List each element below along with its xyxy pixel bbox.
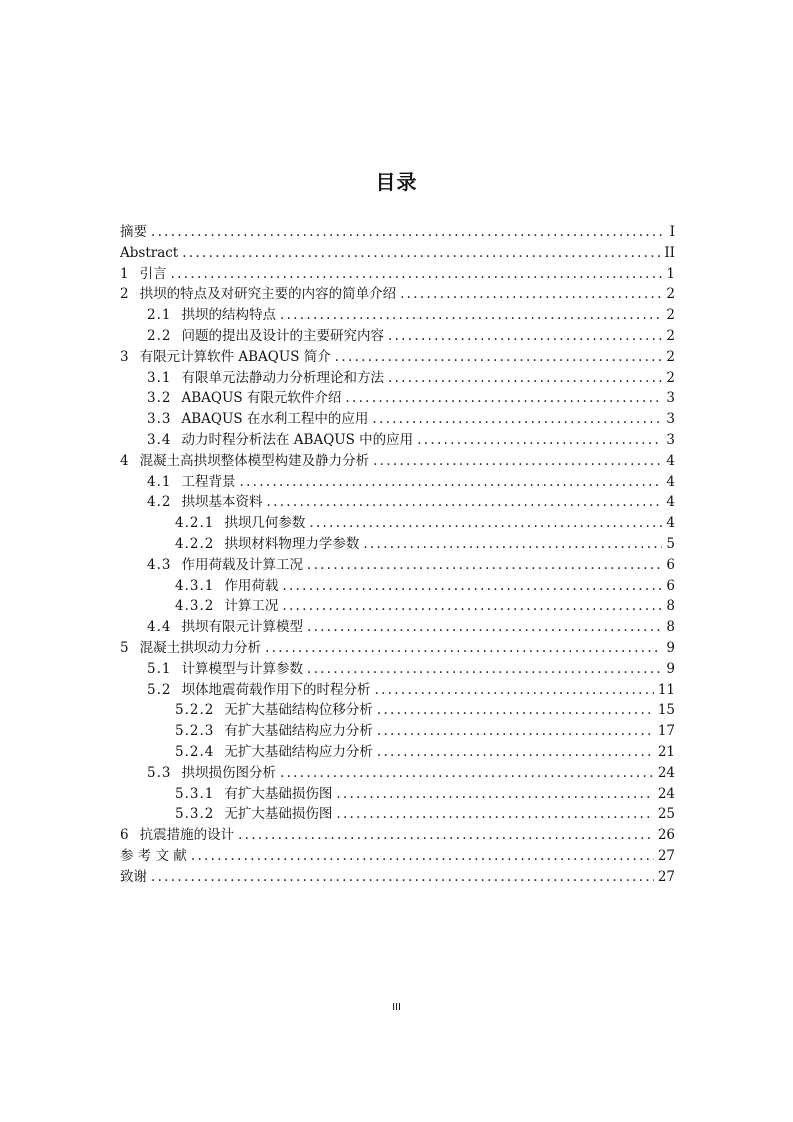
table-of-contents: [120, 222, 675, 888]
toc-entry[interactable]: [120, 222, 675, 243]
toc-entry-number: 4.3: [147, 556, 172, 573]
toc-entry-number: 5.2.3: [175, 723, 215, 740]
toc-entry-page: 24: [657, 764, 675, 781]
toc-entry-label: 拱坝材料物理力学参数: [224, 535, 360, 552]
toc-entry-label: 摘要: [120, 224, 147, 240]
toc-dot-leader: [282, 596, 662, 617]
toc-dot-leader: [280, 305, 662, 326]
toc-entry-label: 拱坝的特点及对研究主要的内容的简单介绍: [139, 286, 397, 303]
toc-entry-page: 24: [657, 785, 675, 802]
toc-dot-leader: [182, 243, 660, 264]
toc-entry-page: 25: [657, 806, 675, 823]
toc-entry-page: 17: [657, 723, 675, 740]
toc-entry[interactable]: [120, 534, 675, 555]
toc-entry-label: 坝体地震荷载作用下的时程分析: [181, 681, 371, 698]
toc-entry-page: 9: [666, 660, 675, 677]
toc-entry-page: II: [664, 244, 675, 261]
toc-dot-leader: [238, 825, 654, 846]
toc-dot-leader: [374, 680, 653, 701]
toc-entry-number: 4.3.2: [175, 598, 215, 615]
toc-entry-label: 拱坝几何参数: [224, 515, 306, 532]
toc-entry-label: 计算模型与计算参数: [181, 660, 303, 677]
toc-dot-leader: [373, 451, 662, 472]
toc-entry[interactable]: [120, 784, 675, 805]
toc-entry-number: 5.1: [147, 660, 172, 677]
toc-entry-label: 问题的提出及设计的主要研究内容: [181, 327, 384, 344]
toc-entry-number: 3.2: [147, 390, 172, 407]
toc-entry-label: 有扩大基础损伤图: [224, 785, 333, 802]
toc-entry-page: 2: [666, 348, 675, 365]
toc-entry-page: 26: [657, 827, 675, 844]
toc-dot-leader: [151, 867, 654, 888]
toc-entry-page: 21: [657, 743, 675, 760]
toc-dot-leader: [282, 576, 662, 597]
toc-dot-leader: [336, 784, 653, 805]
toc-entry-page: 15: [657, 702, 675, 719]
toc-entry[interactable]: [120, 513, 675, 534]
toc-entry-number: 4.1: [147, 473, 172, 490]
toc-entry-number: 6: [120, 827, 130, 844]
toc-entry-number: 3.4: [147, 431, 172, 448]
toc-dot-leader: [400, 284, 662, 305]
toc-entry[interactable]: [120, 700, 675, 721]
toc-entry[interactable]: [120, 388, 675, 409]
toc-entry-number: 3.1: [147, 369, 172, 386]
toc-entry-number: 5: [120, 639, 130, 656]
toc-entry-number: 5.2.2: [175, 702, 215, 719]
toc-entry[interactable]: [120, 867, 675, 888]
toc-dot-leader: [280, 763, 654, 784]
toc-entry[interactable]: [120, 846, 675, 867]
toc-entry-label: 参 考 文 献: [120, 847, 187, 864]
toc-entry-page: 8: [666, 619, 675, 636]
toc-dot-leader: [309, 513, 662, 534]
footer-page-number: III: [392, 1002, 401, 1013]
toc-entry-label: 拱坝的结构特点: [181, 307, 276, 324]
toc-entry-number: 5.3: [147, 764, 172, 781]
toc-entry-number: 2.1: [147, 307, 172, 324]
toc-dot-leader: [377, 742, 654, 763]
toc-entry[interactable]: [120, 742, 675, 763]
toc-entry-page: 3: [666, 411, 675, 428]
toc-entry-label: ABAQUS 在水利工程中的应用: [181, 411, 369, 428]
toc-entry-number: 5.2: [147, 681, 172, 698]
toc-entry[interactable]: [120, 409, 675, 430]
toc-entry-label: 引言: [139, 265, 167, 282]
toc-entry[interactable]: [120, 243, 675, 264]
toc-entry-page: 1: [666, 265, 675, 282]
toc-entry-number: 4.2.2: [175, 535, 215, 552]
toc-entry-label: 抗震措施的设计: [139, 827, 235, 844]
toc-entry-label: 拱坝损伤图分析: [181, 764, 276, 781]
toc-entry-page: 11: [657, 681, 675, 698]
toc-entry[interactable]: [120, 368, 675, 389]
toc-dot-leader: [417, 430, 662, 451]
toc-dot-leader: [171, 264, 663, 285]
toc-entry-page: 2: [666, 369, 675, 386]
toc-entry-number: 4.2: [147, 494, 172, 511]
toc-entry[interactable]: [120, 617, 675, 638]
toc-entry-label: 计算工况: [224, 598, 279, 615]
toc-dot-leader: [388, 368, 662, 389]
toc-entry-label: 致谢: [120, 868, 147, 885]
toc-entry-label: 有扩大基础结构应力分析: [224, 723, 373, 740]
toc-entry-label: ABAQUS 有限元软件介绍: [181, 390, 342, 407]
toc-entry-label: 拱坝基本资料: [181, 494, 263, 511]
toc-entry-label: 有限元计算软件 ABAQUS 简介: [139, 348, 331, 365]
toc-entry-page: 4: [666, 473, 675, 490]
toc-entry-page: 2: [666, 327, 675, 344]
toc-entry-number: 3: [120, 348, 130, 365]
toc-dot-leader: [265, 638, 662, 659]
page-title: 目录: [375, 170, 418, 194]
toc-entry-number: 4.4: [147, 619, 172, 636]
toc-entry-page: 3: [666, 390, 675, 407]
toc-entry-page: 4: [666, 515, 675, 532]
toc-entry-page: 2: [666, 286, 675, 303]
toc-entry-label: 无扩大基础结构应力分析: [224, 743, 373, 760]
toc-entry[interactable]: [120, 347, 675, 368]
toc-dot-leader: [266, 492, 662, 513]
toc-entry-page: 27: [657, 847, 675, 864]
toc-dot-leader: [336, 804, 653, 825]
toc-dot-leader: [151, 222, 666, 243]
toc-entry[interactable]: [120, 721, 675, 742]
toc-entry-label: 拱坝有限元计算模型: [181, 619, 303, 636]
toc-dot-leader: [191, 846, 654, 867]
toc-entry[interactable]: [120, 659, 675, 680]
toc-entry-label: 工程背景: [181, 473, 236, 490]
toc-entry[interactable]: [120, 638, 675, 659]
toc-entry-number: 4: [120, 452, 130, 469]
toc-dot-leader: [335, 347, 663, 368]
toc-dot-leader: [307, 617, 662, 638]
toc-entry-page: 4: [666, 452, 675, 469]
toc-entry-page: 4: [666, 494, 675, 511]
toc-entry-label: 无扩大基础损伤图: [224, 806, 333, 823]
toc-entry[interactable]: [120, 430, 675, 451]
toc-entry[interactable]: [120, 576, 675, 597]
toc-entry-number: 5.3.2: [175, 806, 215, 823]
toc-dot-leader: [388, 326, 662, 347]
toc-entry[interactable]: [120, 680, 675, 701]
toc-entry-label: 作用荷载: [224, 577, 279, 594]
toc-entry-page: 3: [666, 431, 675, 448]
toc-entry-page: 27: [657, 868, 675, 885]
toc-entry[interactable]: [120, 472, 675, 493]
toc-entry-label: 作用荷载及计算工况: [181, 556, 303, 573]
toc-dot-leader: [307, 555, 662, 576]
toc-entry[interactable]: [120, 825, 675, 846]
toc-entry[interactable]: [120, 492, 675, 513]
toc-entry[interactable]: [120, 804, 675, 825]
toc-dot-leader: [307, 659, 662, 680]
toc-entry[interactable]: [120, 596, 675, 617]
toc-entry-label: 混凝土高拱坝整体模型构建及静力分析: [139, 452, 370, 469]
toc-entry-label: 动力时程分析法在 ABAQUS 中的应用: [181, 431, 414, 448]
toc-entry-label: 有限单元法静动力分析理论和方法: [181, 369, 384, 386]
toc-entry-page: I: [669, 224, 675, 240]
toc-dot-leader: [377, 700, 654, 721]
toc-entry[interactable]: [120, 763, 675, 784]
toc-dot-leader: [239, 472, 662, 493]
toc-entry-page: 5: [666, 535, 675, 552]
toc-entry-label: 无扩大基础结构位移分析: [224, 702, 373, 719]
toc-entry-page: 6: [666, 556, 675, 573]
toc-entry[interactable]: [120, 305, 675, 326]
toc-entry[interactable]: [120, 555, 675, 576]
toc-entry-number: 3.3: [147, 411, 172, 428]
toc-entry-number: 5.2.4: [175, 743, 215, 760]
toc-entry-number: 1: [120, 265, 130, 282]
toc-dot-leader: [377, 721, 654, 742]
toc-entry-number: 2.2: [147, 327, 172, 344]
toc-entry-label: 混凝土拱坝动力分析: [139, 639, 262, 656]
toc-dot-leader: [345, 388, 662, 409]
toc-entry-number: 5.3.1: [175, 785, 215, 802]
toc-entry-label: Abstract: [120, 244, 179, 261]
toc-entry-page: 8: [666, 598, 675, 615]
toc-entry[interactable]: [120, 451, 675, 472]
toc-entry-number: 4.2.1: [175, 515, 215, 532]
toc-entry-page: 9: [666, 639, 675, 656]
toc-entry-page: 2: [666, 307, 675, 324]
toc-entry-number: 4.3.1: [175, 577, 215, 594]
toc-entry[interactable]: [120, 264, 675, 285]
toc-entry-page: 6: [666, 577, 675, 594]
toc-entry[interactable]: [120, 284, 675, 305]
toc-dot-leader: [363, 534, 662, 555]
toc-dot-leader: [372, 409, 662, 430]
toc-entry-number: 2: [120, 286, 130, 303]
toc-entry[interactable]: [120, 326, 675, 347]
